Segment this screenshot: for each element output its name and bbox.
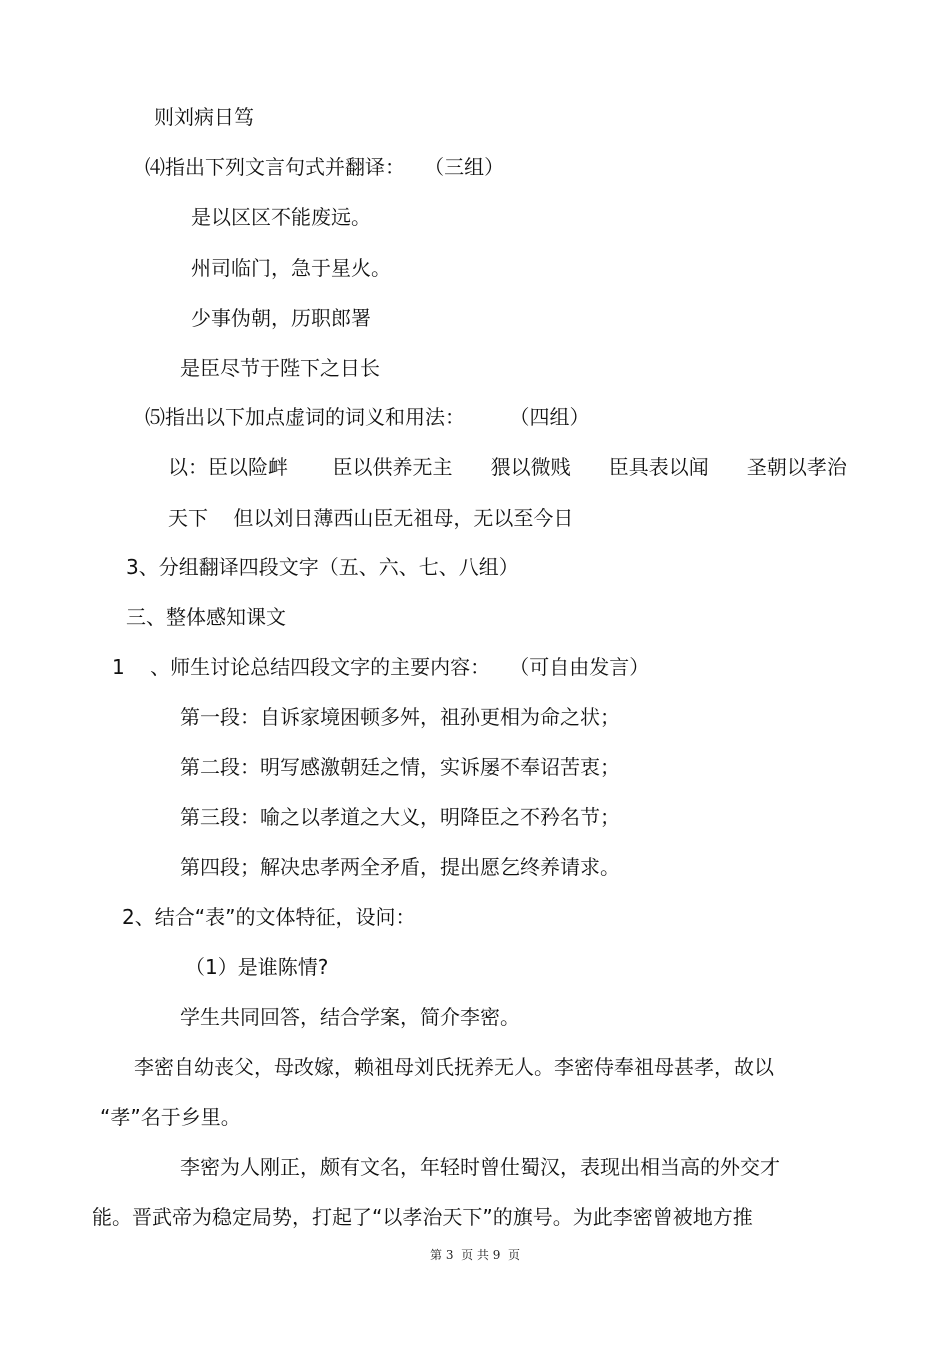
paragraph-summary: 第一段：自诉家境困顿多舛，祖孙更相为命之状； — [180, 705, 620, 729]
question-4-heading: ⑷指出下列文言句式并翻译： （三组） — [145, 155, 505, 179]
section-item-3: 3、分组翻译四段文字（五、六、七、八组） — [126, 555, 519, 579]
sentence-item: 州司临门，急于星火。 — [191, 256, 391, 280]
discussion-item-1: 1 、师生讨论总结四段文字的主要内容： （可自由发言） — [112, 655, 650, 679]
text-line: 李密自幼丧父，母改嫁，赖祖母刘氏抚养无人。李密侍奉祖母甚孝，故以 — [134, 1055, 774, 1079]
paragraph-summary: 第三段：喻之以孝道之大义，明降臣之不矜名节； — [180, 805, 620, 829]
text-line: “孝”名于乡里。 — [100, 1105, 241, 1129]
text-line: 李密为人刚正，颇有文名，年轻时曾仕蜀汉，表现出相当高的外交才 — [180, 1155, 780, 1179]
text-line: 学生共同回答，结合学案，简介李密。 — [180, 1005, 520, 1029]
section-heading: 三、整体感知课文 — [126, 605, 286, 629]
sentence-item: 是臣尽节于陛下之日长 — [180, 356, 380, 380]
page-footer: 第 3 页 共 9 页 — [430, 1248, 520, 1262]
function-word-examples: 以：臣以险衅 臣以供养无主 猥以微贱 臣具表以闻 圣朝以孝治 — [168, 455, 847, 479]
question-5-heading: ⑸指出以下加点虚词的词义和用法： （四组） — [145, 405, 590, 429]
discussion-item-2: 2、结合“表”的文体特征，设问： — [122, 905, 416, 929]
paragraph-summary: 第四段；解决忠孝两全矛盾，提出愿乞终养请求。 — [180, 855, 620, 879]
function-word-examples: 天下 但以刘日薄西山臣无祖母，无以至今日 — [168, 506, 574, 530]
paragraph-summary: 第二段：明写感激朝廷之情，实诉屡不奉诏苦衷； — [180, 755, 620, 779]
sentence-item: 少事伪朝，历职郎署 — [191, 306, 371, 330]
sub-question: （1）是谁陈情? — [185, 955, 329, 979]
sentence-item: 是以区区不能废远。 — [191, 205, 371, 229]
text-line: 则刘病日笃 — [154, 105, 254, 129]
text-line: 能。晋武帝为稳定局势，打起了“以孝治天下”的旗号。为此李密曾被地方推 — [92, 1205, 753, 1229]
